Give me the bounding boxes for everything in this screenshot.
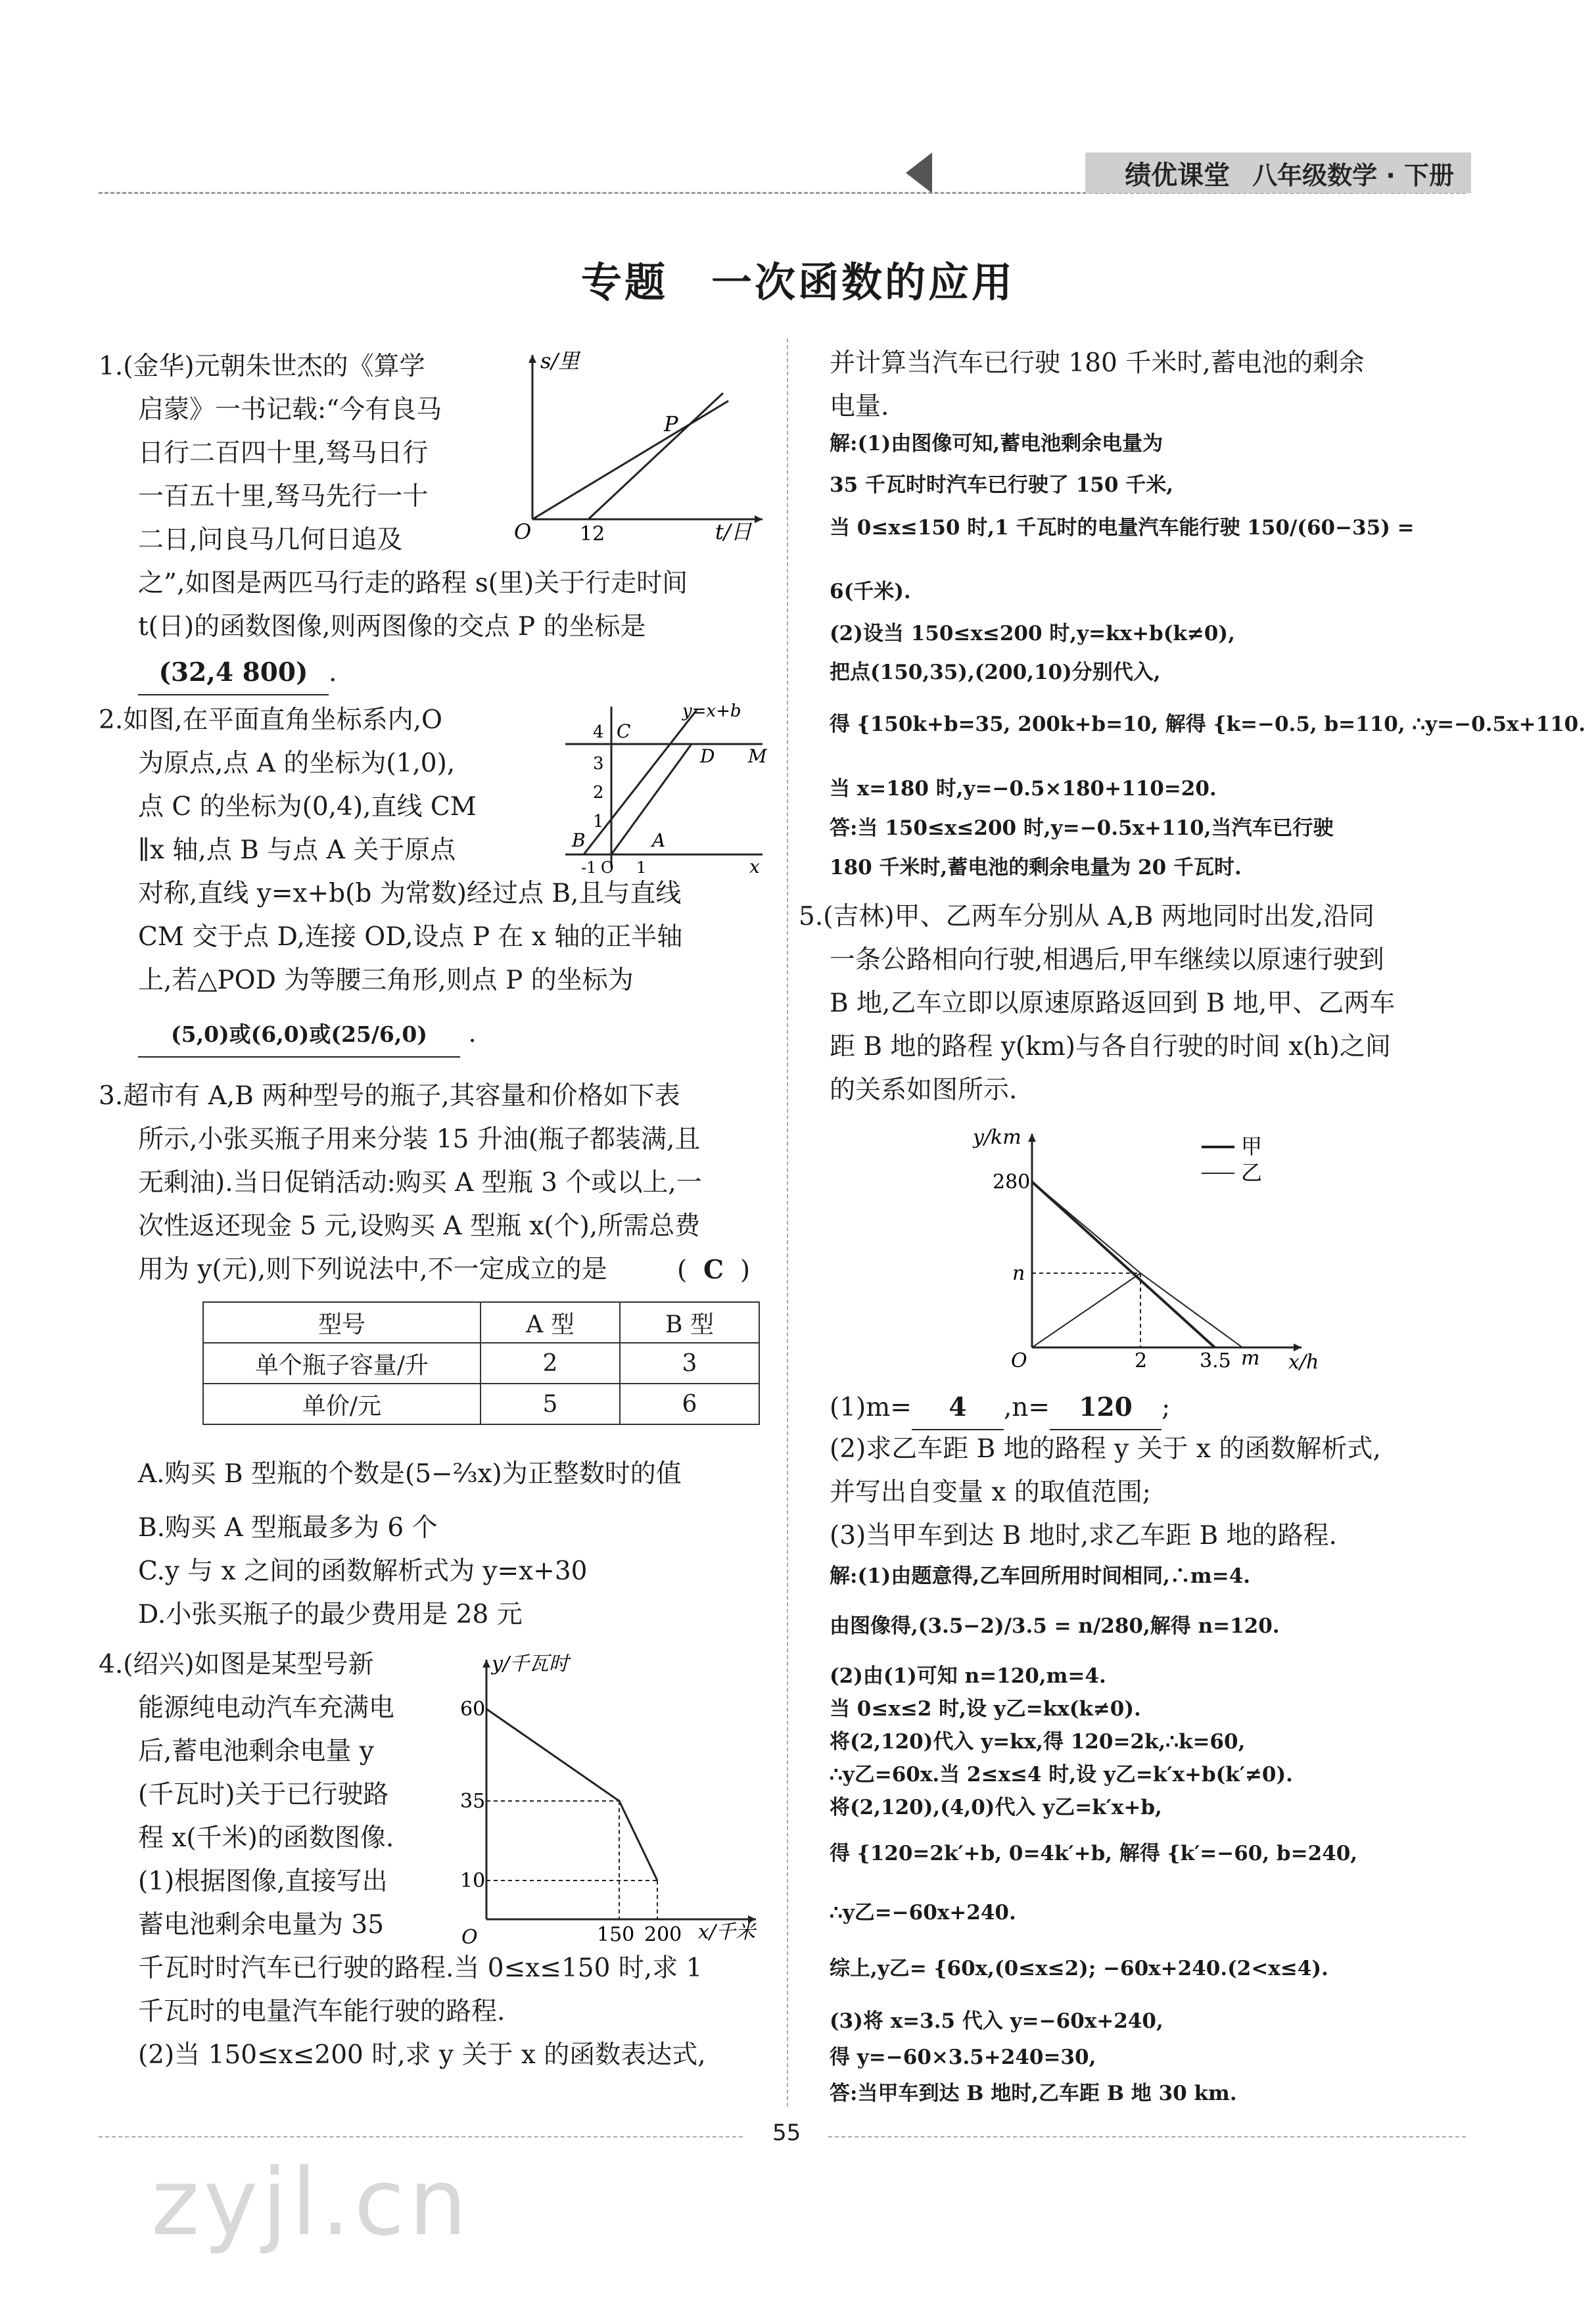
q5-line: B 地,乙车立即以原速原路返回到 B 地,甲、乙两车 bbox=[830, 989, 1396, 1018]
q5-solution: 综上,y乙= {60x,(0≤x≤2); −60x+240.(2<x≤4). bbox=[830, 1957, 1328, 1980]
column-divider bbox=[787, 339, 788, 2107]
q4-solution: (2)设当 150≤x≤200 时,y=kx+b(k≠0), bbox=[830, 622, 1235, 645]
q4-line: 后,蓄电池剩余电量 y bbox=[138, 1737, 374, 1766]
q4-line: 千瓦时的电量汽车能行驶的路程. bbox=[138, 1997, 505, 2026]
q5-line-yi-return bbox=[1032, 1273, 1140, 1347]
q4-line: 4.(绍兴)如图是某型号新 bbox=[99, 1650, 374, 1679]
q3-option-c: C.y 与 x 之间的函数解析式为 y=x+30 bbox=[138, 1556, 588, 1586]
footer-rule-left bbox=[99, 2136, 743, 2138]
table-row bbox=[203, 1343, 759, 1384]
q4-y-arrow-icon bbox=[482, 1660, 490, 1668]
q3-option-d: D.小张买瓶子的最少费用是 28 元 bbox=[138, 1600, 523, 1629]
q3-line: 无剩油).当日促销活动:购买 A 型瓶 3 个或以上,一 bbox=[138, 1168, 702, 1198]
q5-y-arrow-icon bbox=[1028, 1134, 1036, 1142]
q2-answer-line: (5,0)或(6,0)或(25/6,0) . bbox=[138, 1012, 477, 1058]
q1-line: t(日)的函数图像,则两图像的交点 P 的坐标是 bbox=[138, 612, 646, 642]
q5-xtick: m bbox=[1241, 1347, 1260, 1370]
q1-line: 日行二百四十里,驽马日行 bbox=[138, 438, 429, 468]
q4-solution: 答:当 150≤x≤200 时,y=−0.5x+110,当汽车已行驶 bbox=[830, 816, 1334, 840]
table-cell: 2 bbox=[481, 1343, 620, 1384]
q4-line: (千瓦时)关于已行驶路 bbox=[138, 1780, 389, 1810]
table-cell: 单个瓶子容量/升 bbox=[203, 1343, 481, 1384]
table-header: 型号 bbox=[203, 1302, 481, 1343]
q5-solution: ∴y乙=60x.当 2≤x≤4 时,设 y乙=k′x+b(k′≠0). bbox=[830, 1763, 1293, 1787]
q2-line-od bbox=[611, 744, 692, 854]
q4-x-label: x/千米 bbox=[698, 1921, 756, 1944]
q5-solution: 得 {120=2k′+b, 0=4k′+b, 解得 {k′=−60, b=240, bbox=[830, 1842, 1358, 1865]
header-subtitle: 八年级数学 · 下册 bbox=[1252, 160, 1454, 190]
page-title: 专题 一次函数的应用 bbox=[580, 258, 1015, 306]
q2-line-label: y=x+b bbox=[682, 701, 741, 721]
q5-line: 一条公路相向行驶,相遇后,甲车继续以原速行驶到 bbox=[830, 945, 1384, 975]
q5-line: 5.(吉林)甲、乙两车分别从 A,B 两地同时出发,沿同 bbox=[799, 902, 1375, 931]
q2-label-b: B bbox=[572, 829, 586, 851]
q2-line: 上,若△POD 为等腰三角形,则点 P 的坐标为 bbox=[138, 966, 634, 995]
q2-ytick: 3 bbox=[593, 754, 604, 774]
q5-legend-jia: 甲 bbox=[1241, 1134, 1263, 1159]
footer-rule-right bbox=[828, 2136, 1466, 2138]
q5-solution: 得 y=−60×3.5+240=30, bbox=[830, 2045, 1096, 2069]
q4-y-label: y/千瓦时 bbox=[492, 1652, 569, 1675]
q5-part1-prefix: (1)m= bbox=[830, 1393, 912, 1422]
q1-graph bbox=[506, 342, 769, 559]
q5-part2: (2)求乙车距 B 地的路程 y 关于 x 的函数解析式, bbox=[830, 1434, 1381, 1464]
q5-part2: 并写出自变量 x 的取值范围; bbox=[830, 1478, 1151, 1507]
q4-line: 程 x(千米)的函数图像. bbox=[138, 1823, 394, 1853]
table-cell: 6 bbox=[620, 1384, 759, 1424]
q3-line: 3.超市有 A,B 两种型号的瓶子,其容量和价格如下表 bbox=[99, 1081, 680, 1111]
q2-ytick: 4 bbox=[593, 722, 604, 742]
q4-solution: 把点(150,35),(200,10)分别代入, bbox=[830, 661, 1161, 684]
q5-y-label: y/km bbox=[973, 1126, 1021, 1149]
header-brand: 绩优课堂 bbox=[1125, 160, 1231, 191]
q5-solution: 解:(1)由题意得,乙车回所用时间相同,∴m=4. bbox=[830, 1564, 1251, 1588]
q1-line: 一百五十里,驽马先行一十 bbox=[138, 482, 429, 511]
q1-origin: O bbox=[514, 519, 532, 544]
q1-answer: (32,4 800) bbox=[138, 651, 329, 695]
watermark: zyjl.cn bbox=[151, 2149, 471, 2256]
q5-ytick: 280 bbox=[993, 1171, 1031, 1194]
q4-solution: 当 x=180 时,y=−0.5×180+110=20. bbox=[830, 777, 1217, 801]
q5-line-jia bbox=[1032, 1182, 1215, 1347]
q1-point-p: P bbox=[664, 411, 678, 436]
q2-label-one: 1 bbox=[636, 858, 647, 877]
q3-line: 次性返还现金 5 元,设购买 A 型瓶 x(个),所需总费 bbox=[138, 1211, 701, 1241]
table-header: A 型 bbox=[481, 1302, 620, 1343]
table-cell: 3 bbox=[620, 1343, 759, 1384]
q1-line-slow bbox=[532, 401, 728, 519]
q3-answer-line: ( C ) bbox=[677, 1255, 751, 1285]
q1-x-label: t/日 bbox=[715, 519, 752, 544]
q5-answer-n: 120 bbox=[1050, 1386, 1162, 1430]
q5-ytick: n bbox=[1012, 1262, 1025, 1285]
q2-ytick: 2 bbox=[593, 783, 604, 803]
q5-legend-yi: 乙 bbox=[1241, 1160, 1263, 1185]
q5-solution: 由图像得,(3.5−2)/3.5 = n/280,解得 n=120. bbox=[830, 1614, 1280, 1638]
q4-origin: O bbox=[461, 1926, 478, 1949]
q2-label-zero: O bbox=[601, 858, 614, 877]
table-row bbox=[203, 1302, 759, 1343]
header-banner bbox=[1085, 152, 1471, 193]
q4-line-segments bbox=[486, 1709, 657, 1881]
q2-graph bbox=[552, 697, 769, 881]
table-header: B 型 bbox=[620, 1302, 759, 1343]
table-cell: 5 bbox=[481, 1384, 620, 1424]
q2-label-c: C bbox=[617, 720, 631, 742]
q4-line: (1)根据图像,直接写出 bbox=[138, 1867, 388, 1896]
q4-solution: 解:(1)由图像可知,蓄电池剩余电量为 bbox=[830, 432, 1163, 456]
q2-line: 2.如图,在平面直角坐标系内,O bbox=[99, 705, 442, 735]
q4-solution: 当 0≤x≤150 时,1 千瓦时的电量汽车能行驶 150/(60−35) = bbox=[830, 516, 1415, 540]
q2-label-neg1: -1 bbox=[581, 858, 597, 877]
q4-ytick: 35 bbox=[460, 1790, 486, 1813]
q5-solution: 将(2,120),(4,0)代入 y乙=k′x+b, bbox=[830, 1796, 1162, 1819]
q4-solution: 180 千米时,蓄电池的剩余电量为 20 千瓦时. bbox=[830, 856, 1242, 879]
q4-line: 能源纯电动汽车充满电 bbox=[138, 1693, 395, 1723]
q4-ytick: 10 bbox=[460, 1869, 486, 1892]
q2-label-a: A bbox=[652, 829, 666, 851]
q4-solution: 得 {150k+b=35, 200k+b=10, 解得 {k=−0.5, b=110, ∴y=−0.5x+110. bbox=[830, 713, 1585, 736]
q2-label-m: M bbox=[748, 745, 767, 767]
q2-line: 对称,直线 y=x+b(b 为常数)经过点 B,且与直线 bbox=[138, 879, 682, 908]
q5-origin: O bbox=[1011, 1349, 1027, 1372]
q1-line: 1.(金华)元朝朱世杰的《算学 bbox=[99, 352, 425, 381]
q2-ytick: 1 bbox=[593, 812, 604, 831]
q4-line: 千瓦时时汽车已行驶的路程.当 0≤x≤150 时,求 1 bbox=[138, 1953, 703, 1983]
q4-xtick: 150 bbox=[597, 1923, 635, 1946]
q4-graph bbox=[454, 1647, 769, 1949]
q5-part1-end: ; bbox=[1162, 1393, 1171, 1422]
q1-line: 二日,问良马几何日追及 bbox=[138, 525, 403, 555]
q4-line: (2)当 150≤x≤200 时,求 y 关于 x 的函数表达式, bbox=[138, 2040, 706, 2070]
q4-solution: 35 千瓦时时汽车已行驶了 150 千米, bbox=[830, 473, 1174, 497]
q5-xtick: 3.5 bbox=[1200, 1349, 1231, 1372]
q1-x-arrow-icon bbox=[755, 515, 763, 523]
q5-line: 的关系如图所示. bbox=[830, 1075, 1018, 1105]
q1-y-label: s/里 bbox=[540, 348, 580, 373]
q3-line: 所示,小张买瓶子用来分装 15 升油(瓶子都装满,且 bbox=[138, 1125, 701, 1154]
q5-xtick: 2 bbox=[1135, 1349, 1148, 1372]
q2-label-d: D bbox=[700, 745, 715, 767]
q5-part1 bbox=[830, 1386, 1170, 1430]
page-number: 55 bbox=[772, 2120, 801, 2146]
q1-answer-line: (32,4 800) . bbox=[138, 651, 337, 695]
q1-tick: 12 bbox=[580, 523, 605, 546]
q4-cont: 电量. bbox=[830, 392, 889, 421]
q4-line: 蓄电池剩余电量为 35 bbox=[138, 1910, 385, 1940]
q2-line: CM 交于点 D,连接 OD,设点 P 在 x 轴的正半轴 bbox=[138, 922, 683, 952]
table-row bbox=[203, 1384, 759, 1424]
q3-option-a: A.购买 B 型瓶的个数是(5−⅔x)为正整数时的值 bbox=[138, 1459, 682, 1489]
q4-ytick: 60 bbox=[460, 1698, 486, 1721]
q2-label-x: x bbox=[749, 856, 760, 877]
q4-solution: 6(千米). bbox=[830, 580, 911, 603]
q1-line: 之”,如图是两匹马行走的路程 s(里)关于行走时间 bbox=[138, 569, 688, 598]
q4-xtick: 200 bbox=[644, 1923, 682, 1946]
q5-solution: 将(2,120)代入 y=kx,得 120=2k,∴k=60, bbox=[830, 1730, 1246, 1754]
q5-solution: 当 0≤x≤2 时,设 y乙=kx(k≠0). bbox=[830, 1697, 1141, 1721]
q2-answer: (5,0)或(6,0)或(25/6,0) bbox=[138, 1013, 460, 1058]
q3-table bbox=[202, 1301, 760, 1425]
q1-line: 启蒙》一书记载:“今有良马 bbox=[138, 395, 442, 425]
q5-solution: (3)将 x=3.5 代入 y=−60x+240, bbox=[830, 2009, 1163, 2033]
q3-line: 用为 y(元),则下列说法中,不一定成立的是 bbox=[138, 1255, 607, 1284]
q1-y-arrow-icon bbox=[528, 355, 536, 363]
q5-solution: ∴y乙=−60x+240. bbox=[830, 1901, 1016, 1925]
q5-answer-m: 4 bbox=[912, 1386, 1004, 1430]
q2-line: 为原点,点 A 的坐标为(1,0), bbox=[138, 749, 456, 778]
q5-line: 距 B 地的路程 y(km)与各自行驶的时间 x(h)之间 bbox=[830, 1032, 1391, 1062]
header-triangle-icon bbox=[906, 152, 932, 193]
q4-cont: 并计算当汽车已行驶 180 千米时,蓄电池的剩余 bbox=[830, 348, 1365, 378]
q2-line: 点 C 的坐标为(0,4),直线 CM bbox=[138, 792, 477, 822]
q5-x-label: x/h bbox=[1288, 1351, 1319, 1374]
q5-line-yi-approach bbox=[1032, 1182, 1242, 1347]
q5-part1-mid: ,n= bbox=[1003, 1393, 1050, 1422]
q5-graph bbox=[973, 1117, 1341, 1380]
q3-option-b: B.购买 A 型瓶最多为 6 个 bbox=[138, 1513, 438, 1543]
q5-part3: (3)当甲车到达 B 地时,求乙车距 B 地的路程. bbox=[830, 1521, 1337, 1551]
q1-line-fast bbox=[588, 393, 723, 519]
q5-solution: (2)由(1)可知 n=120,m=4. bbox=[830, 1664, 1106, 1688]
q5-solution: 答:当甲车到达 B 地时,乙车距 B 地 30 km. bbox=[830, 2082, 1237, 2105]
table-cell: 单价/元 bbox=[203, 1384, 481, 1424]
q3-answer: C bbox=[703, 1255, 724, 1285]
q2-line: ∥x 轴,点 B 与点 A 关于原点 bbox=[138, 835, 456, 865]
